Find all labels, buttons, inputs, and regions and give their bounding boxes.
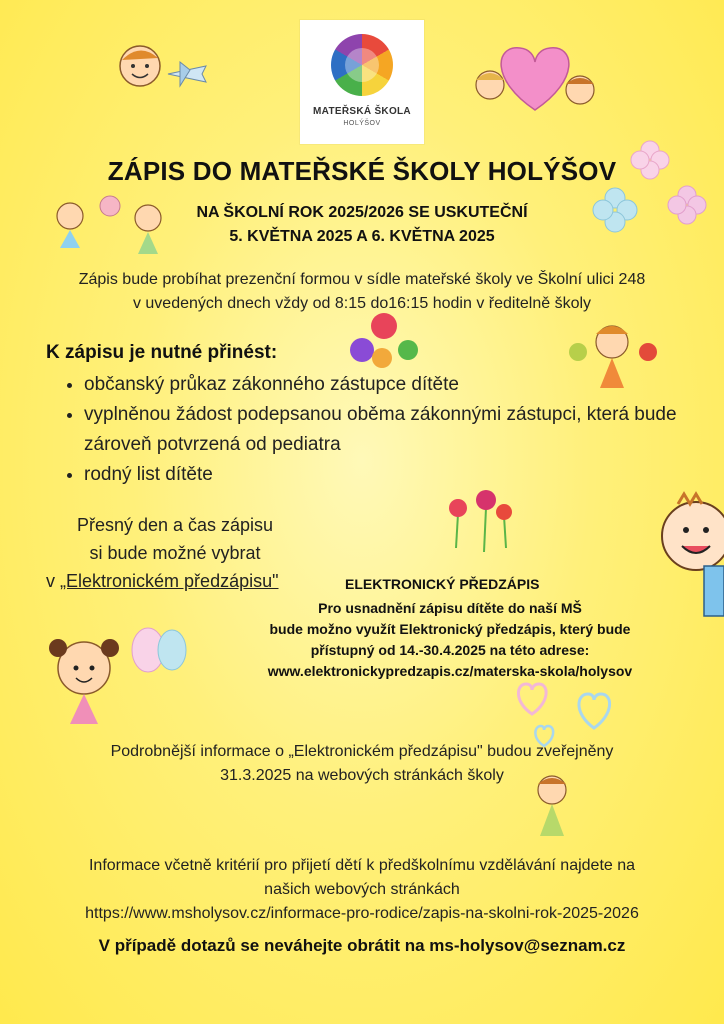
contact-text: V případě dotazů se neváhejte obrátit na ms-holysov@seznam.cz — [98, 936, 626, 955]
more-line-1: Podrobnější informace o „Elektronickém předzápisu" budou zveřejněny — [110, 743, 614, 760]
intro-line-1: Zápis bude probíhat prezenční formou v sídle mateřské školy ve Školní ulici 248 — [78, 271, 646, 288]
tulips-illustration — [440, 488, 520, 556]
pick-line-3 — [46, 568, 279, 595]
pick-prefix: v — [46, 571, 61, 591]
page-title: ZÁPIS DO MATEŘSKÉ ŠKOLY HOLÝŠOV — [107, 156, 617, 186]
requirement-item-1: • občanský průkaz zákonného zástupce dítěte — [84, 370, 684, 400]
logo-subname: HOLÝŠOV — [343, 120, 381, 127]
electronic-line-2: bude možno využít Elektronický předzápis, který bude — [269, 621, 631, 637]
subtitle-line-1: NA ŠKOLNÍ ROK 2025/2026 SE USKUTEČNÍ — [196, 204, 528, 221]
requirements-list — [60, 370, 684, 490]
electronic-line-1: Pro usnadnění zápisu dítěte do naší MŠ — [318, 600, 582, 616]
electronic-url[interactable]: www.elektronickypredzapis.cz/materska-skola/holysov — [267, 663, 633, 679]
pick-line-2: si bude možné vybrat — [89, 543, 261, 563]
more-line-2: 31.3.2025 na webových stránkách školy — [220, 767, 504, 784]
boy-with-plane-illustration — [118, 44, 210, 94]
electronic-heading: ELEKTRONICKÝ PŘEDZÁPIS — [345, 576, 540, 592]
logo-emblem-icon — [331, 34, 393, 96]
kids-with-heart-illustration — [470, 40, 600, 120]
electronic-line-3: přístupný od 14.-30.4.2025 na této adrese: — [310, 642, 590, 658]
info-line-1: Informace včetně kritérií pro přijetí dětí k předškolnímu vzdělávání najdete na — [88, 857, 636, 874]
requirements-heading: K zápisu je nutné přinést: — [46, 342, 278, 363]
info-url[interactable]: https://www.msholysov.cz/informace-pro-rodice/zapis-na-skolni-rok-2025-2026 — [85, 905, 639, 922]
logo-name: MATEŘSKÁ ŠKOLA — [313, 106, 411, 117]
pick-line-1: Přesný den a čas zápisu — [76, 515, 274, 535]
electronic-text — [200, 598, 700, 682]
subtitle-line-2: 5. KVĚTNA 2025 A 6. KVĚTNA 2025 — [229, 228, 495, 245]
requirement-item-2: • vyplněnou žádost podepsanou oběma zákonnými zástupci, která bude zároveň potvrzená od pediatra — [84, 400, 684, 460]
info-line-2: našich webových stránkách — [264, 881, 460, 898]
requirement-item-3: • rodný list dítěte — [84, 460, 684, 490]
intro-text — [20, 268, 704, 316]
intro-line-2: v uvedených dnech vždy od 8:15 do16:15 hodin v ředitelně školy — [132, 295, 592, 312]
criteria-info-text — [20, 854, 704, 926]
girl-with-butterfly-illustration — [44, 620, 190, 730]
electronic-preregistration-link[interactable]: „Elektronickém předzápisu" — [60, 571, 279, 591]
flowers-illustration — [595, 140, 710, 240]
handprints-illustration — [342, 306, 428, 376]
more-info-text — [30, 740, 694, 788]
school-logo — [300, 20, 424, 144]
